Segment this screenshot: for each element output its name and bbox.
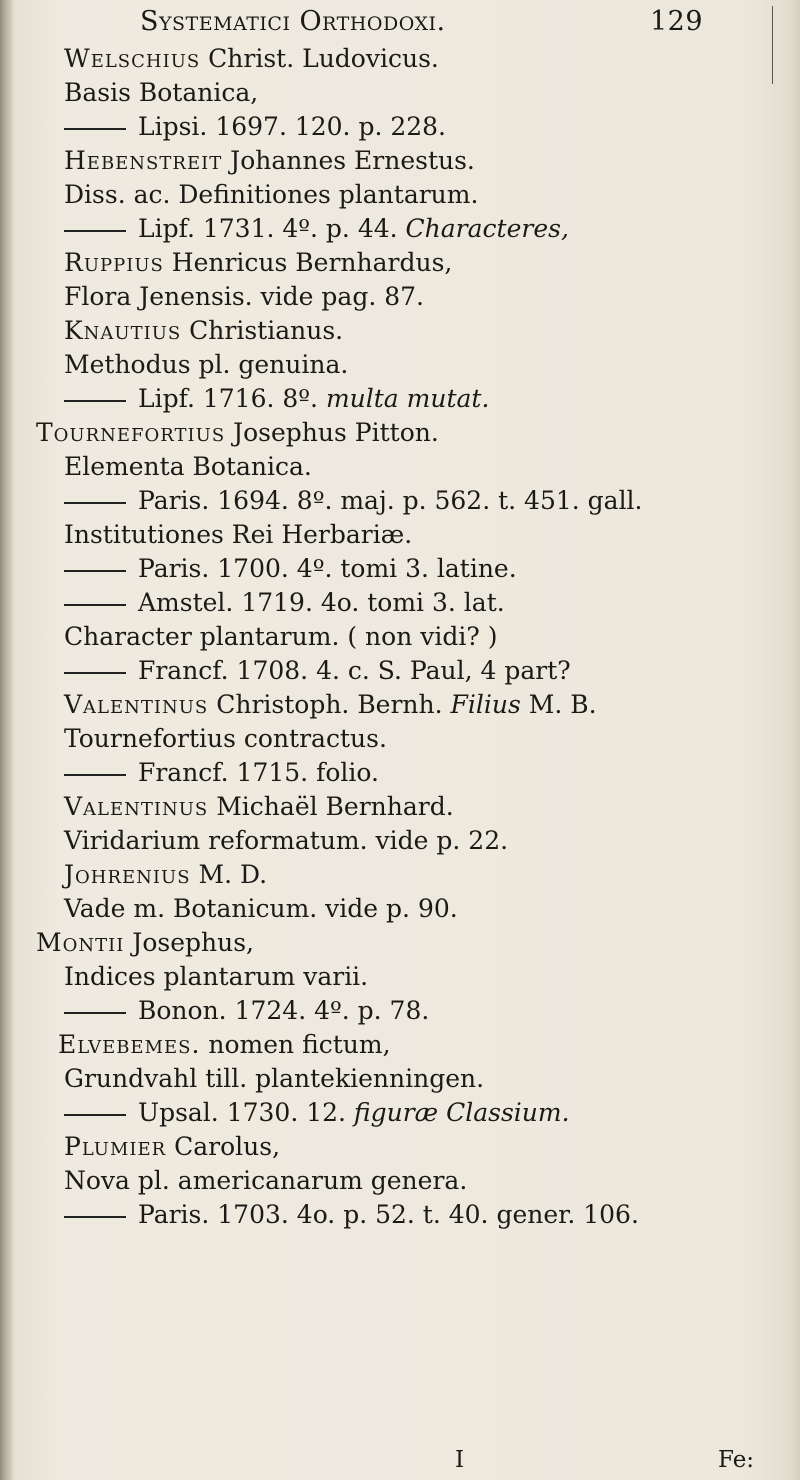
text-line — [64, 794, 454, 820]
entry-text: Grundvahl till. plantekienningen. — [64, 1064, 485, 1093]
author-name: Valentinus — [64, 690, 209, 719]
page-number: 129 — [650, 6, 704, 37]
text-line — [64, 658, 571, 684]
text-line — [36, 930, 254, 956]
entry-text: Elementa Botanica. — [64, 452, 312, 481]
page-edge-shadow — [0, 0, 14, 1480]
page-rule — [772, 6, 773, 84]
entry-text: Methodus pl. genuina. — [64, 350, 349, 379]
entry-text: Flora Jenensis. vide pag. 87. — [64, 282, 424, 311]
entry-text: Paris. 1694. 8º. maj. p. 562. t. 451. gall. — [138, 486, 643, 515]
author-name: Montii — [36, 928, 125, 957]
ditto-dash — [64, 1216, 126, 1218]
ditto-dash — [64, 1012, 126, 1014]
author-name: Plumier — [64, 1132, 167, 1161]
italic-note: multa mutat. — [325, 384, 490, 413]
text-line — [64, 114, 446, 140]
text-line — [64, 726, 387, 752]
entry-text: nomen fictum, — [200, 1030, 391, 1059]
text-line — [64, 1202, 639, 1228]
entry-text: Carolus, — [166, 1132, 281, 1161]
ditto-dash — [64, 672, 126, 674]
entry-text: Character plantarum. ( non vidi? ) — [64, 622, 498, 651]
entry-text: M. D. — [190, 860, 268, 889]
entry-text: Basis Botanica, — [64, 78, 259, 107]
ditto-dash — [64, 230, 126, 232]
entry-text: Christianus. — [181, 316, 344, 345]
entry-text: Josephus, — [124, 928, 254, 957]
italic-note: Characteres, — [405, 214, 569, 243]
text-line — [64, 624, 497, 650]
ditto-dash — [64, 128, 126, 130]
author-name: Hebenstreit — [64, 146, 223, 175]
entry-text: Johannes Ernestus. — [222, 146, 475, 175]
entry-text: Tournefortius contractus. — [64, 724, 387, 753]
entry-text: Lipf. 1731. 4º. p. 44. — [138, 214, 406, 243]
text-line — [64, 760, 379, 786]
text-line — [36, 420, 439, 446]
text-line — [64, 1168, 467, 1194]
author-name: Johrenius — [64, 860, 191, 889]
entry-text: Paris. 1703. 4o. p. 52. t. 40. gener. 106. — [138, 1200, 639, 1229]
text-line — [64, 182, 478, 208]
text-line — [64, 386, 489, 412]
ditto-dash — [64, 604, 126, 606]
text-line — [64, 216, 569, 242]
ditto-dash — [64, 1114, 126, 1116]
text-line — [64, 862, 267, 888]
text-line — [64, 250, 452, 276]
text-line — [58, 1032, 391, 1058]
text-line — [64, 828, 508, 854]
text-line — [64, 46, 439, 72]
ditto-dash — [64, 774, 126, 776]
page-footer — [0, 1447, 800, 1477]
entry-text: Francf. 1708. 4. c. S. Paul, 4 part? — [138, 656, 571, 685]
text-line — [64, 352, 348, 378]
author-name: Valentinus — [64, 792, 209, 821]
author-name: Welschius — [64, 44, 201, 73]
catchword: Fe: — [718, 1447, 755, 1473]
text-line — [64, 488, 643, 514]
text-line — [64, 318, 343, 344]
author-name: Knautius — [64, 316, 182, 345]
entry-text: Francf. 1715. folio. — [138, 758, 379, 787]
ditto-dash — [64, 400, 126, 402]
text-line — [64, 692, 597, 718]
running-title: Systematici Orthodoxi. — [140, 6, 446, 37]
entry-text: Christ. Ludovicus. — [200, 44, 439, 73]
text-line — [64, 556, 517, 582]
entry-text: Michaël Bernhard. — [208, 792, 454, 821]
signature-mark: I — [455, 1447, 465, 1473]
entry-text: Institutiones Rei Herbariæ. — [64, 520, 413, 549]
text-line — [64, 998, 429, 1024]
entry-text: Amstel. 1719. 4o. tomi 3. lat. — [138, 588, 505, 617]
text-line — [64, 896, 458, 922]
entry-text: Viridarium reformatum. vide p. 22. — [64, 826, 509, 855]
text-line — [64, 1100, 570, 1126]
entry-text: Christoph. Bernh. — [208, 690, 451, 719]
text-line — [64, 284, 424, 310]
entry-text: Upsal. 1730. 12. — [138, 1098, 354, 1127]
text-line — [64, 590, 505, 616]
entry-text: Paris. 1700. 4º. tomi 3. latine. — [138, 554, 517, 583]
entry-text: Nova pl. americanarum genera. — [64, 1166, 468, 1195]
text-line — [64, 1066, 484, 1092]
entry-text: Henricus Bernhardus, — [163, 248, 453, 277]
entry-text: Diss. ac. Definitiones plantarum. — [64, 180, 479, 209]
entry-text: Indices plantarum varii. — [64, 962, 369, 991]
text-line — [64, 454, 312, 480]
ditto-dash — [64, 570, 126, 572]
text-line — [64, 964, 368, 990]
author-name: Ruppius — [64, 248, 164, 277]
text-line — [64, 522, 412, 548]
italic-note: figuræ Classium. — [353, 1098, 570, 1127]
text-line — [64, 80, 258, 106]
running-header — [130, 4, 770, 44]
text-line — [64, 148, 475, 174]
entry-text: Lipsi. 1697. 120. p. 228. — [138, 112, 447, 141]
entry-text: Bonon. 1724. 4º. p. 78. — [138, 996, 430, 1025]
text-line — [64, 1134, 280, 1160]
entry-tail: M. B. — [520, 690, 597, 719]
italic-note: Filius — [450, 690, 521, 719]
author-name: Tournefortius — [36, 418, 226, 447]
author-name: Elvebemes. — [58, 1030, 201, 1059]
entry-text: Josephus Pitton. — [225, 418, 439, 447]
ditto-dash — [64, 502, 126, 504]
entry-text: Vade m. Botanicum. vide p. 90. — [64, 894, 458, 923]
entry-text: Lipf. 1716. 8º. — [138, 384, 326, 413]
